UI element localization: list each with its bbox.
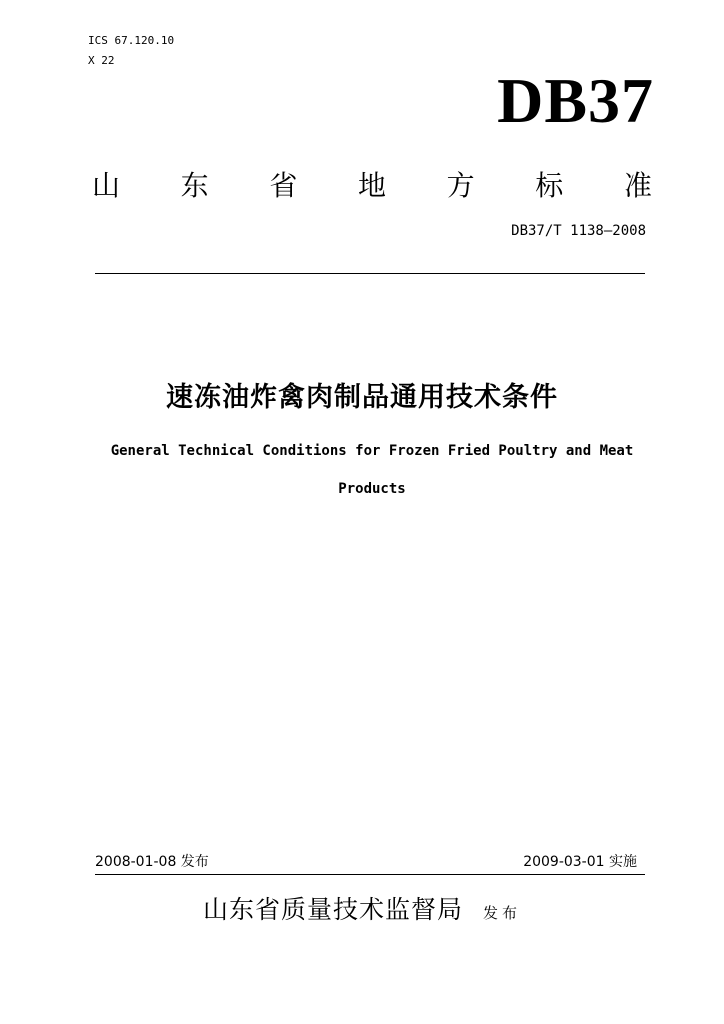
- standard-type-char: 地: [357, 169, 386, 202]
- standard-type-char: 方: [446, 169, 475, 202]
- publisher-name: 山东省质量技术监督局: [202, 895, 463, 924]
- document-title-english: General Technical Conditions for Frozen Fried Poultry and Meat Products: [110, 443, 634, 497]
- standard-type-char: 准: [623, 169, 652, 202]
- standard-code-logo: DB37: [497, 65, 654, 136]
- implementation-date: 2009-03-01 实施: [523, 854, 637, 870]
- standard-number: DB37/T 1138—2008: [511, 223, 646, 239]
- standard-type-char: 山: [92, 169, 121, 202]
- standard-type-char: 省: [269, 169, 298, 202]
- standard-type-char: 标: [535, 169, 564, 202]
- standard-type-char: 东: [180, 169, 209, 202]
- classification-code: X 22: [88, 54, 115, 67]
- publish-date: 2008-01-08 发布: [95, 854, 209, 870]
- publisher-line: [0, 892, 724, 928]
- standard-type-heading: [92, 168, 652, 204]
- document-title-chinese: 速冻油炸禽肉制品通用技术条件: [166, 382, 558, 413]
- ics-code: ICS 67.120.10: [88, 34, 175, 47]
- issued-label: 发布: [483, 904, 522, 922]
- top-divider: [95, 273, 645, 274]
- bottom-divider: [95, 874, 645, 875]
